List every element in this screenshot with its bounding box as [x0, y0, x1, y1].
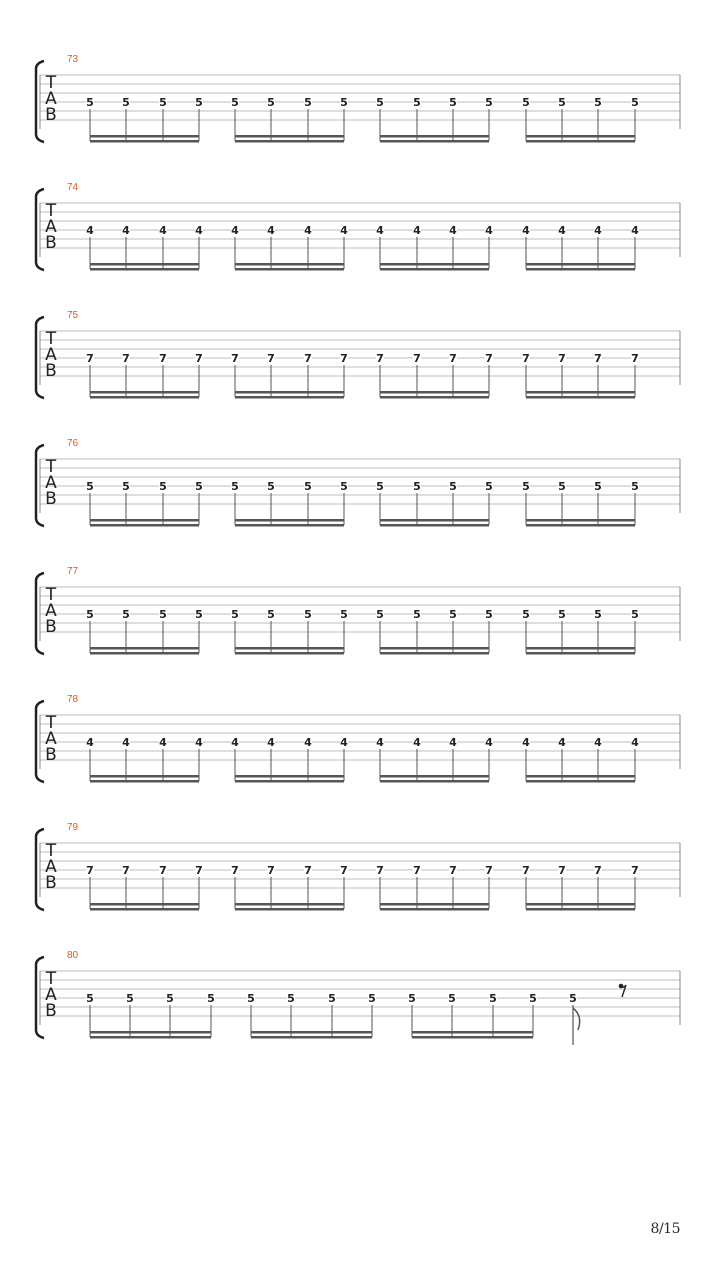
- beam-primary: [90, 903, 199, 906]
- fret-number: 4: [594, 736, 602, 749]
- tab-clef-b: B: [45, 233, 57, 253]
- tab-clef-b: B: [45, 489, 57, 509]
- fret-number: 5: [449, 608, 457, 621]
- fret-number: 7: [122, 864, 130, 877]
- fret-number: 4: [267, 224, 275, 237]
- fret-number: 4: [231, 224, 239, 237]
- beam-secondary: [526, 524, 635, 527]
- tab-clef-b: B: [45, 361, 57, 381]
- fret-number: 4: [195, 224, 203, 237]
- tab-clef-t: T: [45, 713, 57, 733]
- tab-clef-a: A: [45, 345, 57, 365]
- fret-number: 4: [159, 736, 167, 749]
- beam-primary: [235, 647, 344, 650]
- fret-number: 4: [231, 736, 239, 749]
- fret-number: 5: [569, 992, 577, 1005]
- beam-secondary: [380, 780, 489, 783]
- fret-number: 5: [86, 608, 94, 621]
- fret-number: 7: [340, 352, 348, 365]
- beam-secondary: [90, 780, 199, 783]
- beam-secondary: [380, 268, 489, 271]
- beam-secondary: [235, 396, 344, 399]
- fret-number: 5: [558, 96, 566, 109]
- fret-number: 5: [159, 96, 167, 109]
- fret-number: 5: [122, 608, 130, 621]
- fret-number: 4: [631, 224, 639, 237]
- beam-primary: [235, 263, 344, 266]
- beam-primary: [90, 519, 199, 522]
- beam-secondary: [235, 780, 344, 783]
- fret-number: 5: [195, 608, 203, 621]
- fret-number: 4: [340, 736, 348, 749]
- measure-number: 78: [67, 694, 79, 705]
- fret-number: 7: [267, 864, 275, 877]
- beam-primary: [526, 391, 635, 394]
- fret-number: 5: [287, 992, 295, 1005]
- beam-primary: [235, 775, 344, 778]
- tab-system: [36, 694, 680, 783]
- beam-primary: [235, 903, 344, 906]
- fret-number: 7: [449, 352, 457, 365]
- fret-number: 5: [340, 608, 348, 621]
- fret-number: 5: [408, 992, 416, 1005]
- fret-number: 4: [122, 736, 130, 749]
- fret-number: 5: [231, 96, 239, 109]
- fret-number: 5: [376, 480, 384, 493]
- beam-secondary: [235, 268, 344, 271]
- tab-clef-b: B: [45, 745, 57, 765]
- fret-number: 7: [159, 352, 167, 365]
- beam-primary: [90, 1031, 211, 1034]
- fret-number: 5: [195, 96, 203, 109]
- beam-primary: [90, 391, 199, 394]
- fret-number: 5: [304, 96, 312, 109]
- tab-clef-a: A: [45, 89, 57, 109]
- tab-system: [36, 182, 680, 271]
- beam-secondary: [526, 780, 635, 783]
- fret-number: 4: [267, 736, 275, 749]
- fret-number: 4: [449, 224, 457, 237]
- fret-number: 5: [376, 608, 384, 621]
- beam-primary: [235, 391, 344, 394]
- tab-system: [36, 566, 680, 655]
- tab-system: [36, 54, 680, 143]
- fret-number: 4: [304, 224, 312, 237]
- fret-number: 4: [594, 224, 602, 237]
- tab-clef-t: T: [45, 585, 57, 605]
- fret-number: 5: [304, 608, 312, 621]
- beam-secondary: [380, 524, 489, 527]
- fret-number: 4: [195, 736, 203, 749]
- measure-number: 75: [67, 310, 79, 321]
- fret-number: 4: [159, 224, 167, 237]
- beam-secondary: [412, 1036, 533, 1039]
- fret-number: 4: [558, 736, 566, 749]
- fret-number: 7: [159, 864, 167, 877]
- fret-number: 4: [376, 736, 384, 749]
- fret-number: 5: [267, 480, 275, 493]
- beam-secondary: [380, 908, 489, 911]
- fret-number: 4: [86, 736, 94, 749]
- fret-number: 5: [267, 608, 275, 621]
- beam-secondary: [380, 396, 489, 399]
- beam-secondary: [380, 652, 489, 655]
- fret-number: 7: [122, 352, 130, 365]
- beam-secondary: [90, 396, 199, 399]
- fret-number: 5: [485, 96, 493, 109]
- fret-number: 5: [631, 608, 639, 621]
- fret-number: 5: [558, 608, 566, 621]
- fret-number: 5: [449, 96, 457, 109]
- fret-number: 7: [376, 864, 384, 877]
- tab-clef-t: T: [45, 969, 57, 989]
- measure-number: 73: [67, 54, 79, 65]
- fret-number: 7: [558, 352, 566, 365]
- fret-number: 4: [631, 736, 639, 749]
- fret-number: 5: [304, 480, 312, 493]
- beam-secondary: [90, 652, 199, 655]
- fret-number: 5: [340, 480, 348, 493]
- beam-primary: [526, 903, 635, 906]
- tab-system: [36, 310, 680, 399]
- beam-secondary: [251, 1036, 372, 1039]
- beam-primary: [90, 775, 199, 778]
- tab-clef-t: T: [45, 73, 57, 93]
- beam-primary: [90, 135, 199, 138]
- fret-number: 5: [368, 992, 376, 1005]
- fret-number: 7: [413, 864, 421, 877]
- fret-number: 7: [304, 864, 312, 877]
- fret-number: 5: [631, 480, 639, 493]
- fret-number: 7: [558, 864, 566, 877]
- beam-primary: [526, 775, 635, 778]
- beam-secondary: [526, 652, 635, 655]
- fret-number: 4: [522, 736, 530, 749]
- fret-number: 5: [159, 480, 167, 493]
- fret-number: 5: [267, 96, 275, 109]
- fret-number: 5: [522, 608, 530, 621]
- fret-number: 5: [376, 96, 384, 109]
- fret-number: 5: [594, 480, 602, 493]
- fret-number: 5: [631, 96, 639, 109]
- fret-number: 4: [340, 224, 348, 237]
- beam-secondary: [90, 140, 199, 143]
- fret-number: 7: [522, 352, 530, 365]
- fret-number: 7: [485, 352, 493, 365]
- tab-clef-b: B: [45, 873, 57, 893]
- fret-number: 5: [166, 992, 174, 1005]
- beam-primary: [90, 647, 199, 650]
- tab-clef-a: A: [45, 729, 57, 749]
- beam-primary: [526, 647, 635, 650]
- page-number: 8/15: [650, 1221, 680, 1237]
- fret-number: 5: [86, 96, 94, 109]
- beam-primary: [235, 135, 344, 138]
- beam-primary: [380, 391, 489, 394]
- beam-secondary: [235, 140, 344, 143]
- beam-primary: [526, 263, 635, 266]
- beam-secondary: [526, 140, 635, 143]
- fret-number: 7: [231, 864, 239, 877]
- beam-primary: [380, 135, 489, 138]
- fret-number: 5: [159, 608, 167, 621]
- fret-number: 5: [195, 480, 203, 493]
- fret-number: 4: [485, 224, 493, 237]
- beam-secondary: [526, 268, 635, 271]
- tab-system: [36, 438, 680, 527]
- beam-primary: [235, 519, 344, 522]
- beam-primary: [251, 1031, 372, 1034]
- beam-primary: [380, 775, 489, 778]
- beam-secondary: [235, 652, 344, 655]
- beam-primary: [412, 1031, 533, 1034]
- fret-number: 4: [304, 736, 312, 749]
- beam-secondary: [235, 524, 344, 527]
- beam-primary: [380, 519, 489, 522]
- measure-number: 79: [67, 822, 79, 833]
- fret-number: 7: [267, 352, 275, 365]
- tab-clef-b: B: [45, 105, 57, 125]
- beam-secondary: [380, 140, 489, 143]
- beam-secondary: [526, 396, 635, 399]
- fret-number: 4: [449, 736, 457, 749]
- fret-number: 7: [376, 352, 384, 365]
- fret-number: 5: [413, 608, 421, 621]
- fret-number: 7: [231, 352, 239, 365]
- beam-primary: [380, 647, 489, 650]
- beam-secondary: [90, 1036, 211, 1039]
- beam-secondary: [235, 908, 344, 911]
- fret-number: 5: [485, 480, 493, 493]
- fret-number: 5: [231, 480, 239, 493]
- tab-clef-b: B: [45, 1001, 57, 1021]
- fret-number: 4: [522, 224, 530, 237]
- tab-clef-b: B: [45, 617, 57, 637]
- fret-number: 7: [594, 352, 602, 365]
- tab-clef-a: A: [45, 217, 57, 237]
- fret-number: 7: [304, 352, 312, 365]
- fret-number: 5: [328, 992, 336, 1005]
- beam-secondary: [526, 908, 635, 911]
- fret-number: 7: [594, 864, 602, 877]
- fret-number: 7: [195, 864, 203, 877]
- measure-number: 80: [67, 950, 79, 961]
- fret-number: 5: [529, 992, 537, 1005]
- fret-number: 5: [247, 992, 255, 1005]
- eighth-rest-icon: [619, 984, 626, 997]
- measure-number: 74: [67, 182, 79, 193]
- fret-number: 4: [86, 224, 94, 237]
- fret-number: 5: [594, 608, 602, 621]
- tab-clef-a: A: [45, 473, 57, 493]
- fret-number: 5: [449, 480, 457, 493]
- fret-number: 5: [122, 480, 130, 493]
- tab-clef-a: A: [45, 857, 57, 877]
- tab-clef-a: A: [45, 601, 57, 621]
- fret-number: 5: [485, 608, 493, 621]
- measure-number: 76: [67, 438, 79, 449]
- beam-primary: [380, 263, 489, 266]
- tab-clef-t: T: [45, 457, 57, 477]
- fret-number: 5: [413, 480, 421, 493]
- fret-number: 5: [231, 608, 239, 621]
- fret-number: 5: [207, 992, 215, 1005]
- fret-number: 5: [86, 992, 94, 1005]
- beam-primary: [526, 519, 635, 522]
- measure-number: 77: [67, 566, 79, 577]
- fret-number: 7: [631, 864, 639, 877]
- fret-number: 4: [122, 224, 130, 237]
- tab-system: [36, 950, 680, 1045]
- fret-number: 7: [86, 864, 94, 877]
- fret-number: 5: [522, 96, 530, 109]
- tab-clef-a: A: [45, 985, 57, 1005]
- fret-number: 5: [558, 480, 566, 493]
- fret-number: 4: [558, 224, 566, 237]
- fret-number: 7: [86, 352, 94, 365]
- beam-secondary: [90, 524, 199, 527]
- tab-clef-t: T: [45, 201, 57, 221]
- beam-secondary: [90, 908, 199, 911]
- beam-primary: [90, 263, 199, 266]
- beam-primary: [380, 903, 489, 906]
- fret-number: 7: [631, 352, 639, 365]
- fret-number: 7: [340, 864, 348, 877]
- tab-clef-t: T: [45, 841, 57, 861]
- tab-system: [36, 822, 680, 911]
- fret-number: 5: [489, 992, 497, 1005]
- fret-number: 5: [594, 96, 602, 109]
- beam-primary: [526, 135, 635, 138]
- fret-number: 4: [485, 736, 493, 749]
- fret-number: 5: [448, 992, 456, 1005]
- fret-number: 4: [413, 736, 421, 749]
- beam-secondary: [90, 268, 199, 271]
- fret-number: 7: [522, 864, 530, 877]
- fret-number: 7: [195, 352, 203, 365]
- fret-number: 7: [485, 864, 493, 877]
- fret-number: 4: [376, 224, 384, 237]
- tab-clef-t: T: [45, 329, 57, 349]
- eighth-flag: [573, 1008, 580, 1030]
- fret-number: 7: [413, 352, 421, 365]
- fret-number: 5: [413, 96, 421, 109]
- fret-number: 7: [449, 864, 457, 877]
- fret-number: 5: [122, 96, 130, 109]
- fret-number: 5: [126, 992, 134, 1005]
- fret-number: 5: [86, 480, 94, 493]
- fret-number: 5: [340, 96, 348, 109]
- fret-number: 4: [413, 224, 421, 237]
- fret-number: 5: [522, 480, 530, 493]
